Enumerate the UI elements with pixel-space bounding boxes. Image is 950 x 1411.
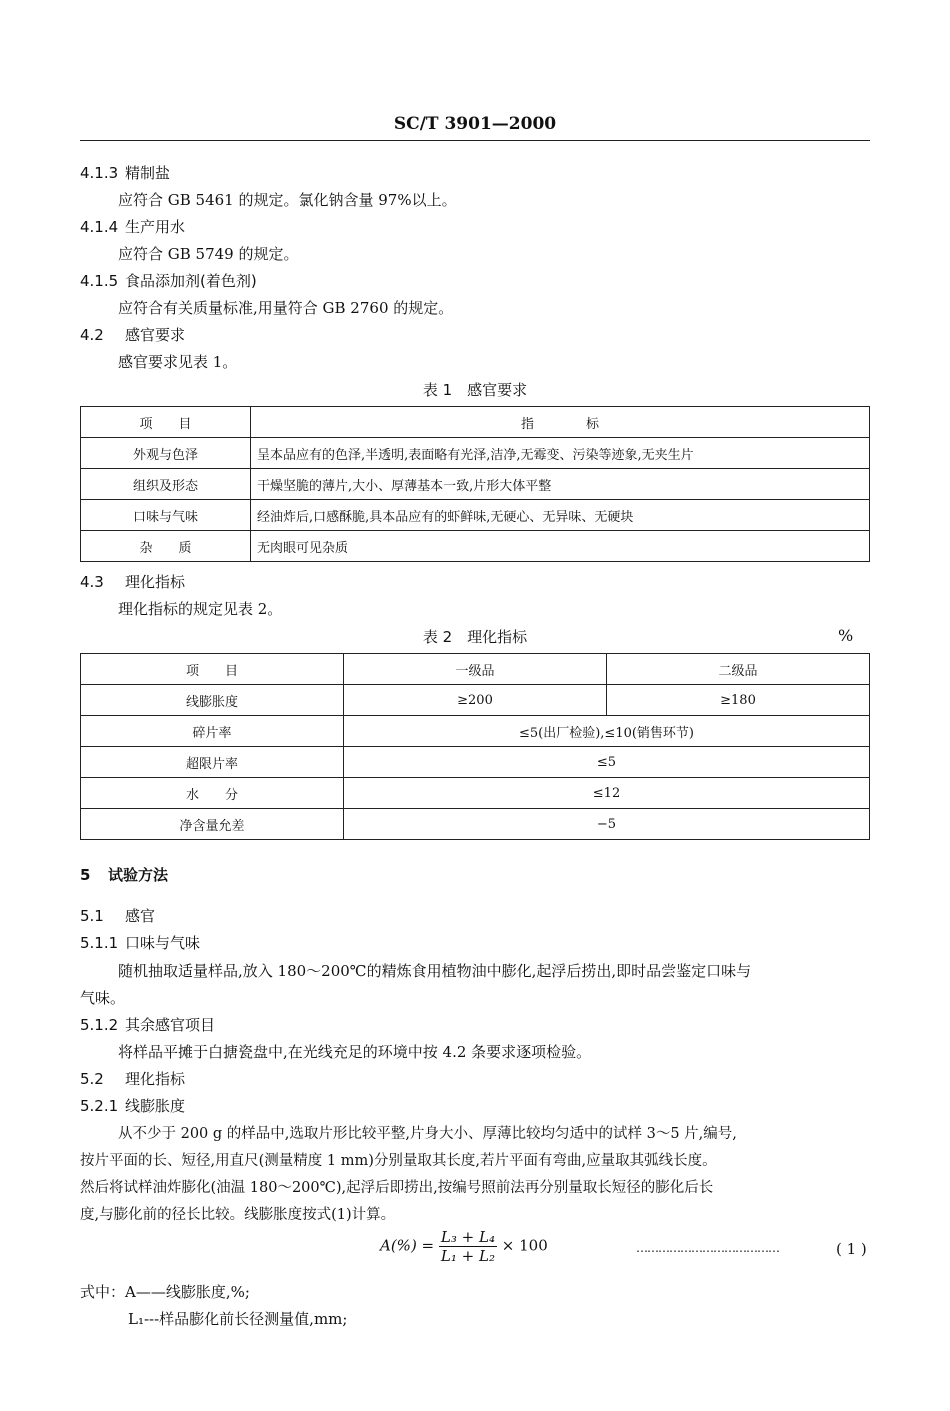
- section-number: 5.2.1: [80, 1097, 119, 1115]
- table-row: [81, 716, 870, 747]
- section-number: 4.1.4: [80, 218, 119, 236]
- table-cell: ≤5: [344, 747, 870, 778]
- table1-caption: 表 1 感官要求: [422, 381, 528, 399]
- section-title: 理化指标: [125, 1070, 186, 1088]
- table-cell: 外观与色泽: [81, 438, 251, 469]
- table2-unit: %: [838, 626, 854, 645]
- section-title: 生产用水: [125, 218, 186, 236]
- table-row: [81, 500, 870, 531]
- section-title: 其余感官项目: [125, 1016, 216, 1034]
- table-row: [81, 685, 870, 716]
- section-4-1-4-text: 应符合 GB 5749 的规定。: [118, 245, 299, 263]
- formula-1: [380, 1228, 548, 1265]
- where-line2: L₁---样品膨化前长径测量值,mm;: [128, 1310, 348, 1328]
- section-title: 感官: [125, 907, 156, 925]
- table-cell: 水 分: [81, 778, 344, 809]
- page-header: SC/T 3901—2000: [393, 114, 557, 134]
- formula-multiplier: × 100: [501, 1236, 548, 1255]
- section-4-1-5-text: 应符合有关质量标准,用量符合 GB 2760 的规定。: [118, 299, 454, 317]
- section-title: 精制盐: [125, 164, 171, 182]
- section-number: 4.1.5: [80, 272, 119, 290]
- section-number: 5.1: [80, 907, 104, 925]
- section-5-2-1-line4: 度,与膨化前的径长比较。线膨胀度按式(1)计算。: [80, 1207, 396, 1223]
- table-row: [81, 469, 870, 500]
- section-4-1-3-heading: [80, 162, 170, 183]
- section-5-2-heading: [80, 1068, 185, 1089]
- formula-lhs: A(%) =: [380, 1236, 435, 1255]
- section-title: 线膨胀度: [125, 1097, 186, 1115]
- table-cell: 干燥坚脆的薄片,大小、厚薄基本一致,片形大体平整: [251, 469, 870, 500]
- section-5-heading: [80, 864, 168, 885]
- table-cell: ≤12: [344, 778, 870, 809]
- section-4-3-heading: [80, 571, 185, 592]
- section-4-3-text: 理化指标的规定见表 2。: [118, 600, 283, 618]
- section-5-1-1-line2: 气味。: [80, 989, 126, 1007]
- table-row: [81, 778, 870, 809]
- formula-dots: …………………………………: [636, 1241, 779, 1255]
- table-cell: ≥180: [607, 685, 870, 716]
- table-row: [81, 747, 870, 778]
- table2: [80, 653, 870, 840]
- section-5-1-1-line1: 随机抽取适量样品,放入 180～200℃的精炼食用植物油中膨化,起浮后捞出,即时品尝鉴定口味与: [118, 962, 752, 980]
- section-title: 试验方法: [108, 866, 169, 884]
- table-header-cell: 项 目: [81, 407, 251, 438]
- table-cell: ≥200: [344, 685, 607, 716]
- formula-numerator: L₃ + L₄: [440, 1228, 495, 1246]
- section-number: 4.2: [80, 326, 104, 344]
- table-row: [81, 809, 870, 840]
- table-cell: 线膨胀度: [81, 685, 344, 716]
- section-5-2-1-line2: 按片平面的长、短径,用直尺(测量精度 1 mm)分别量取其长度,若片平面有弯曲,应量取其弧线长度。: [80, 1153, 717, 1169]
- table-cell: 经油炸后,口感酥脆,具本品应有的虾鲜味,无硬心、无异味、无硬块: [251, 500, 870, 531]
- table-header-cell: 一级品: [344, 654, 607, 685]
- table-row: [81, 438, 870, 469]
- table-header-cell: 项 目: [81, 654, 344, 685]
- section-5-1-2-heading: [80, 1014, 215, 1035]
- section-number: 5.1.1: [80, 934, 119, 952]
- section-4-1-4-heading: [80, 216, 185, 237]
- table-cell: 口味与气味: [81, 500, 251, 531]
- section-title: 理化指标: [125, 573, 186, 591]
- table-row: [81, 531, 870, 562]
- table2-caption: 表 2 理化指标: [422, 628, 528, 646]
- section-number: 4.1.3: [80, 164, 119, 182]
- table-cell: −5: [344, 809, 870, 840]
- table-header-row: [81, 654, 870, 685]
- section-5-2-1-heading: [80, 1095, 185, 1116]
- table-cell: 碎片率: [81, 716, 344, 747]
- table-cell: 呈本品应有的色泽,半透明,表面略有光泽,洁净,无霉变、污染等迹象,无夹生片: [251, 438, 870, 469]
- table-cell: 组织及形态: [81, 469, 251, 500]
- formula-label: ( 1 ): [836, 1240, 867, 1258]
- formula-denominator: L₁ + L₂: [440, 1247, 495, 1265]
- section-5-1-heading: [80, 905, 155, 926]
- where-line1: 式中：A——线膨胀度,%;: [80, 1283, 250, 1301]
- table-header-cell: 二级品: [607, 654, 870, 685]
- section-number: 4.3: [80, 573, 104, 591]
- section-5-2-1-line3: 然后将试样油炸膨化(油温 180～200℃),起浮后即捞出,按编号照前法再分别量取长短径的膨化后长: [80, 1180, 714, 1196]
- section-title: 食品添加剂(着色剂): [125, 272, 257, 290]
- table-cell: 净含量允差: [81, 809, 344, 840]
- section-number: 5: [80, 866, 91, 884]
- section-4-1-3-text: 应符合 GB 5461 的规定。氯化钠含量 97%以上。: [118, 191, 457, 209]
- section-title: 感官要求: [125, 326, 186, 344]
- section-number: 5.1.2: [80, 1016, 119, 1034]
- table-cell: 超限片率: [81, 747, 344, 778]
- section-4-2-text: 感官要求见表 1。: [118, 353, 238, 371]
- section-4-1-5-heading: [80, 270, 257, 291]
- table1: [80, 406, 870, 562]
- section-5-1-2-text: 将样品平摊于白搪瓷盘中,在光线充足的环境中按 4.2 条要求逐项检验。: [118, 1043, 592, 1061]
- table-cell: 无肉眼可见杂质: [251, 531, 870, 562]
- section-4-2-heading: [80, 324, 185, 345]
- header-rule: [80, 140, 870, 141]
- section-5-2-1-line1: 从不少于 200 g 的样品中,选取片形比较平整,片身大小、厚薄比较均匀适中的试样 3～5 片,编号,: [118, 1126, 737, 1142]
- section-title: 口味与气味: [125, 934, 201, 952]
- section-number: 5.2: [80, 1070, 104, 1088]
- table-cell: 杂 质: [81, 531, 251, 562]
- section-5-1-1-heading: [80, 932, 200, 953]
- table-cell: ≤5(出厂检验),≤10(销售环节): [344, 716, 870, 747]
- table-header-cell: 指 标: [251, 407, 870, 438]
- table-header-row: [81, 407, 870, 438]
- formula-fraction: [439, 1228, 497, 1265]
